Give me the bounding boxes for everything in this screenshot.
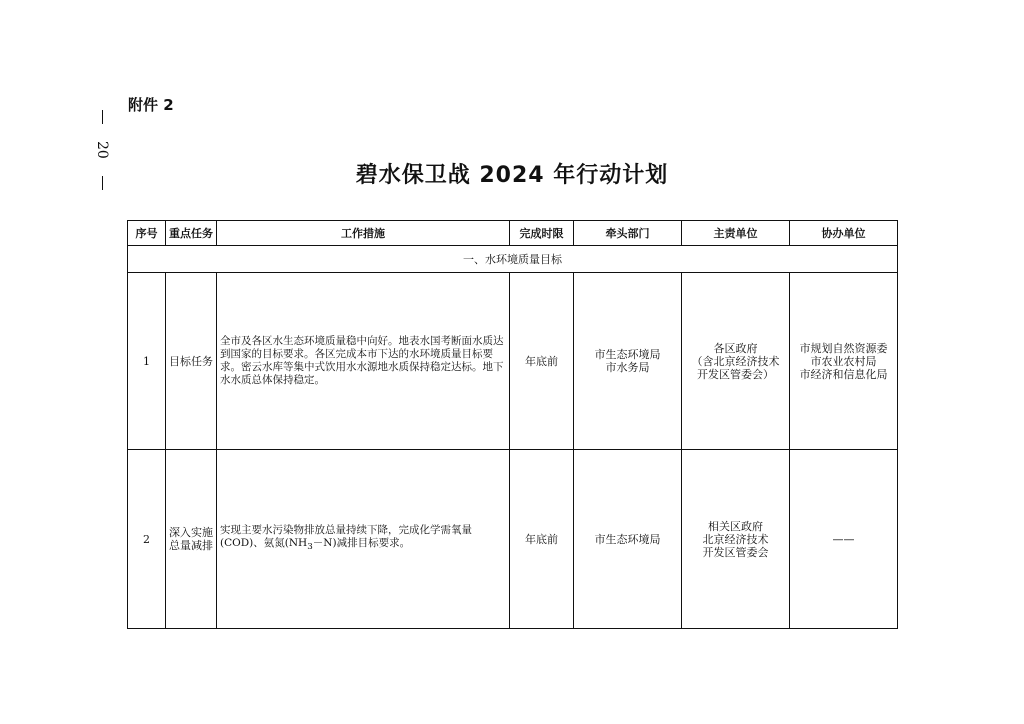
header-no: 序号 — [128, 221, 166, 246]
action-plan-table — [127, 220, 898, 629]
lead-line: 市生态环境局 — [594, 532, 661, 546]
header-measure: 工作措施 — [217, 221, 510, 246]
table-header-row — [128, 221, 898, 246]
measure-text-b: －N)减排目标要求。 — [312, 536, 411, 549]
row-assist — [790, 450, 898, 629]
table-row — [128, 273, 898, 450]
assist-line: —— — [832, 532, 855, 546]
row-measure — [217, 450, 510, 629]
main-line: 开发区管委会 — [702, 545, 769, 559]
header-lead: 牵头部门 — [574, 221, 682, 246]
row-lead — [574, 273, 682, 450]
document-title: 碧水保卫战 2024 年行动计划 — [355, 163, 669, 188]
measure-subscript: 3 — [307, 542, 313, 553]
assist-line: 市经济和信息化局 — [799, 367, 888, 381]
row-main — [682, 273, 790, 450]
main-line: （含北京经济技术 — [691, 354, 780, 368]
main-line: 北京经济技术 — [702, 532, 769, 546]
page-number-text: 20 — [94, 141, 110, 159]
table-row — [128, 450, 898, 629]
page-number-dash-top — [102, 110, 103, 124]
measure-text-a: 实现主要水污染物排放总量持续下降，完成化学需氧量(COD)、氨氮(NH — [220, 523, 472, 549]
main-line: 相关区政府 — [708, 519, 763, 533]
task-line: 总量减排 — [169, 539, 213, 552]
row-main — [682, 450, 790, 629]
section-title: 一、水环境质量目标 — [128, 246, 898, 273]
row-task: 目标任务 — [166, 273, 217, 450]
assist-line: 市规划自然资源委 — [799, 341, 888, 355]
attachment-label: 附件 2 — [128, 96, 174, 114]
lead-line: 市生态环境局 — [594, 348, 661, 361]
row-assist — [790, 273, 898, 450]
row-no: 2 — [128, 450, 166, 629]
row-lead — [574, 450, 682, 629]
row-measure: 全市及各区水生态环境质量稳中向好。地表水国考断面水质达到国家的目标要求。各区完成本市下达的水环境质量目标要求。密云水库等集中式饮用水水源地水质保持稳定达标。地下水水质总体保持稳定。 — [217, 273, 510, 450]
row-task — [166, 450, 217, 629]
row-deadline: 年底前 — [510, 450, 574, 629]
header-main: 主责单位 — [682, 221, 790, 246]
row-deadline: 年底前 — [510, 273, 574, 450]
section-row — [128, 246, 898, 273]
header-deadline: 完成时限 — [510, 221, 574, 246]
row-no: 1 — [128, 273, 166, 450]
main-line: 各区政府 — [713, 341, 758, 355]
task-line: 深入实施 — [169, 526, 213, 539]
assist-line: 市农业农村局 — [810, 354, 877, 368]
main-line: 开发区管委会） — [697, 367, 774, 381]
header-task: 重点任务 — [166, 221, 217, 246]
lead-line: 市水务局 — [605, 361, 650, 374]
header-assist: 协办单位 — [790, 221, 898, 246]
